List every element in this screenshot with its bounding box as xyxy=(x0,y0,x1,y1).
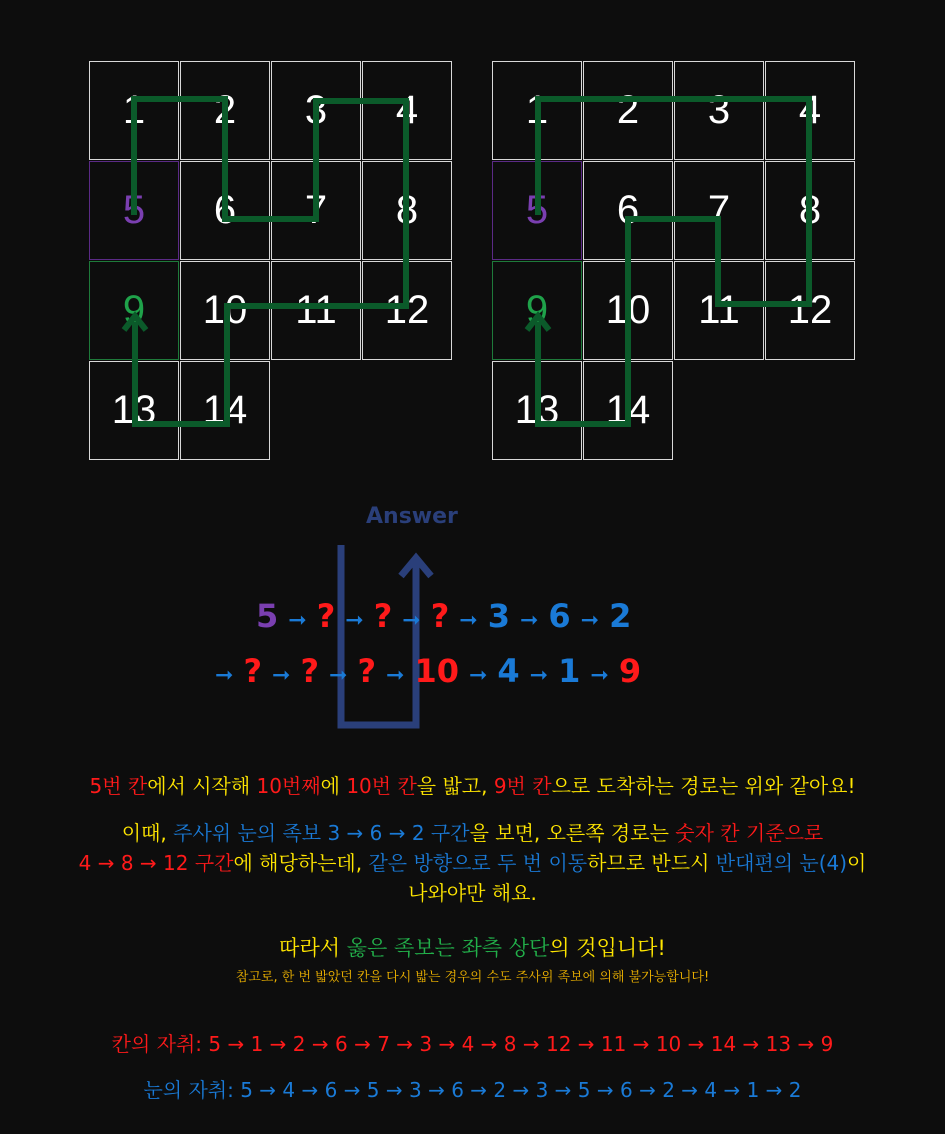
seq-item: 3 xyxy=(487,597,510,635)
text-span: 의 것입니다! xyxy=(549,936,666,960)
text-span: 에 xyxy=(320,774,347,798)
grid-cell: 8 xyxy=(362,161,452,260)
arrow-icon: ➞ xyxy=(580,608,600,633)
answer-arrowhead xyxy=(401,558,431,576)
text-span: 10번 칸 xyxy=(346,774,417,798)
arrow-icon: ➞ xyxy=(215,663,234,688)
grid-cell: 2 xyxy=(180,61,270,160)
arrow-icon: ➞ xyxy=(519,608,539,633)
arrow-icon: ➞ xyxy=(468,663,488,688)
grid-cell: 14 xyxy=(180,361,270,460)
grid-cell: 3 xyxy=(271,61,361,160)
trail-label: 눈의 자취: xyxy=(143,1078,241,1102)
seq-item: 2 xyxy=(609,597,632,635)
grid-cell: 11 xyxy=(271,261,361,360)
grid-cell: 1 xyxy=(492,61,582,160)
text-span: 을 밟고, xyxy=(416,774,494,798)
grid-cell-start: 5 xyxy=(492,161,582,260)
arrow-icon: ➞ xyxy=(272,663,291,688)
seq-item: 9 xyxy=(618,652,642,690)
grid-cell: 7 xyxy=(271,161,361,260)
grid-cell: 14 xyxy=(583,361,673,460)
arrow-icon: ➞ xyxy=(345,608,364,633)
note-line: 참고로, 한 번 밟았던 칸을 다시 밟는 경우의 수도 주사위 족보에 의해 불가능합니다! xyxy=(235,970,710,985)
seq-item: 6 xyxy=(548,597,571,635)
text-span: 5번 칸 xyxy=(89,774,148,798)
grid-cell: 13 xyxy=(492,361,582,460)
text-span: 반대편의 눈(4) xyxy=(715,851,848,875)
answer-label: Answer xyxy=(366,504,458,529)
trail-label: 칸의 자취: xyxy=(111,1032,209,1056)
trail-value: 5 → 4 → 6 → 5 → 3 → 6 → 2 → 3 → 5 → 6 → 2 → 4 → 1 → 2 xyxy=(240,1078,802,1102)
grid-cell-start: 5 xyxy=(89,161,179,260)
seq-item: 10 xyxy=(414,652,459,690)
grid-cell-end: 9 xyxy=(89,261,179,360)
grid-cell: 6 xyxy=(583,161,673,260)
text-span: 하므로 반드시 xyxy=(587,851,716,875)
text-span: 이때, xyxy=(121,821,174,845)
seq-item: 4 xyxy=(497,652,520,690)
arrow-icon: ➞ xyxy=(288,608,307,633)
seq-item: 5 xyxy=(256,597,279,635)
text-span: 으로 도착하는 경로는 위와 같아요! xyxy=(551,774,856,798)
grid-cell: 4 xyxy=(362,61,452,160)
arrow-icon: ➞ xyxy=(329,663,348,688)
grid-cell: 13 xyxy=(89,361,179,460)
cells-trail xyxy=(0,1028,945,1057)
explanation-line-1 xyxy=(0,770,945,799)
dice-trail xyxy=(0,1074,945,1103)
grid-cell: 2 xyxy=(583,61,673,160)
grid-cell: 10 xyxy=(180,261,270,360)
seq-item: ? xyxy=(300,652,319,690)
grid-cell: 3 xyxy=(674,61,764,160)
sequence-row-2 xyxy=(205,652,641,690)
seq-item: ? xyxy=(316,597,336,635)
grid-cell: 6 xyxy=(180,161,270,260)
grid-cell: 8 xyxy=(765,161,855,260)
explanation-line-3 xyxy=(0,847,945,876)
grid-cell-end: 9 xyxy=(492,261,582,360)
answer-bracket xyxy=(341,545,416,725)
conclusion-line xyxy=(0,932,945,962)
arrow-icon: ➞ xyxy=(459,608,478,633)
grid-cell: 4 xyxy=(765,61,855,160)
sequence-row-1 xyxy=(256,597,631,635)
text-span: 10번째 xyxy=(256,774,321,798)
arrow-icon: ➞ xyxy=(529,663,549,688)
arrow-icon: ➞ xyxy=(386,663,405,688)
grid-cell: 12 xyxy=(765,261,855,360)
text-span: 같은 방향으로 두 번 이동 xyxy=(368,851,588,875)
text-span: 에 해당하는데, xyxy=(233,851,369,875)
seq-item: ? xyxy=(357,652,376,690)
text-span: 옳은 족보는 좌측 상단 xyxy=(346,936,550,960)
grid-cell: 7 xyxy=(674,161,764,260)
text-span: 숫자 칸 기준으로 xyxy=(675,821,824,845)
seq-item: ? xyxy=(243,652,262,690)
arrow-icon: ➞ xyxy=(402,608,421,633)
text-span: 에서 시작해 xyxy=(147,774,257,798)
text-span: 9번 칸 xyxy=(493,774,552,798)
grid-cell: 1 xyxy=(89,61,179,160)
seq-item: ? xyxy=(373,597,393,635)
explanation-line-4: 나와야만 해요. xyxy=(408,881,537,905)
grid-cell: 10 xyxy=(583,261,673,360)
trail-value: 5 → 1 → 2 → 6 → 7 → 3 → 4 → 8 → 12 → 11 → 10 → 14 → 13 → 9 xyxy=(208,1032,834,1056)
text-span: 따라서 xyxy=(279,936,347,960)
seq-item: ? xyxy=(430,597,450,635)
text-span: 주사위 눈의 족보 3 → 6 → 2 구간 xyxy=(173,821,470,845)
arrow-icon: ➞ xyxy=(590,663,609,688)
text-span: 이 xyxy=(847,851,867,875)
seq-item: 1 xyxy=(558,652,581,690)
explanation-line-2 xyxy=(0,817,945,846)
grid-cell: 11 xyxy=(674,261,764,360)
text-span: 4 → 8 → 12 구간 xyxy=(78,851,234,875)
grid-cell: 12 xyxy=(362,261,452,360)
text-span: 을 보면, 오른쪽 경로는 xyxy=(469,821,676,845)
